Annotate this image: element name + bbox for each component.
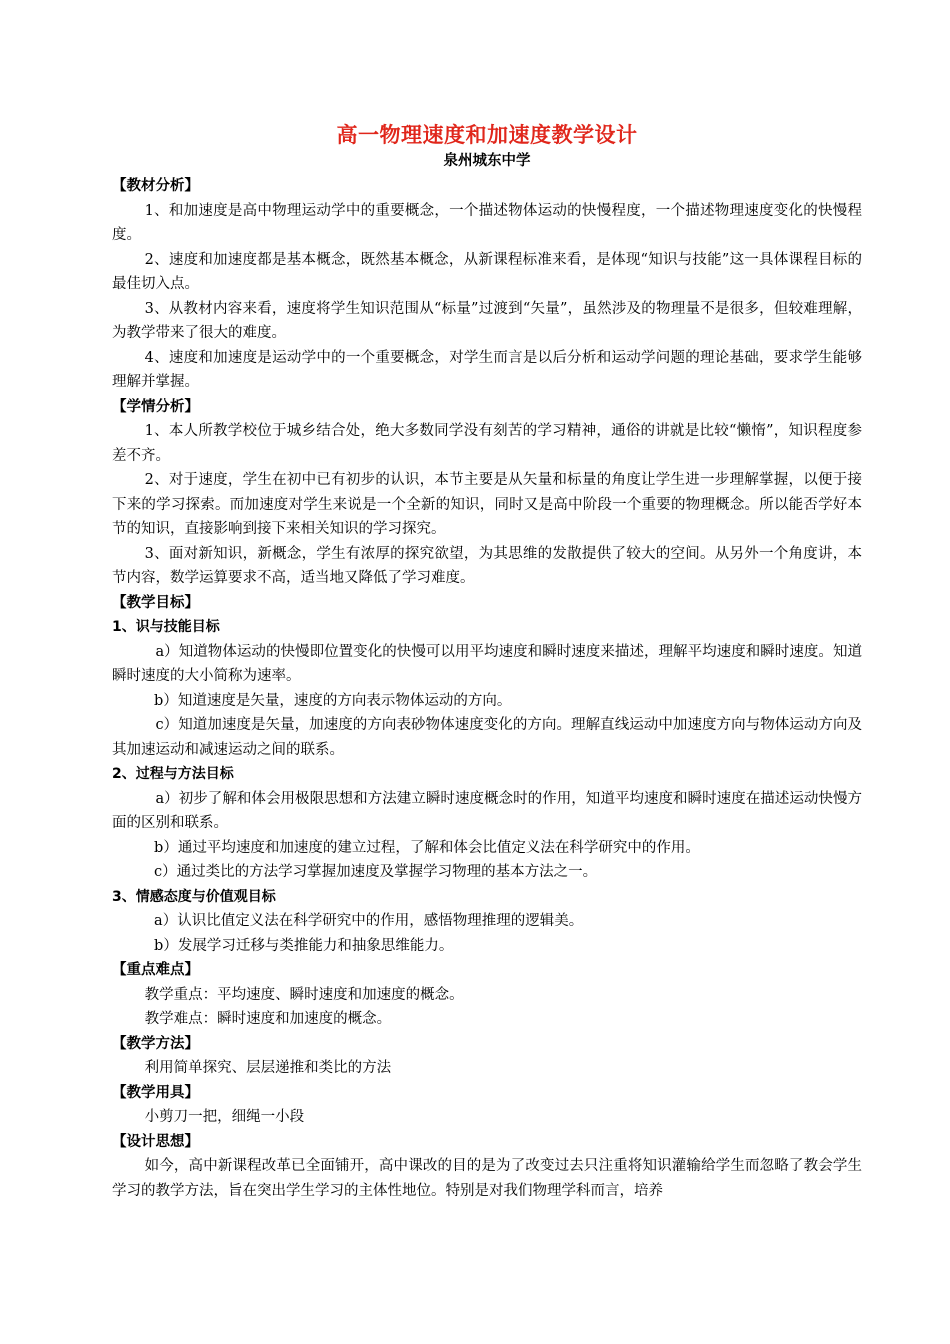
material-paragraph-3: 3、从教材内容来看，速度将学生知识范围从“标量”过渡到“矢量”，虽然涉及的物理量不是很多，但较难理解，为教学带来了很大的难度。: [112, 300, 862, 341]
section-heading-keypoints: 【重点难点】: [112, 962, 199, 978]
section-heading-material: 【教材分析】: [112, 178, 199, 194]
goal-1-item-c: c）知道加速度是矢量，加速度的方向表砂物体速度变化的方向。理解直线运动中加速度方向与物体运动方向及其加速运动和减速运动之间的联系。: [112, 717, 862, 758]
teaching-difficulty: 教学难点：瞬时速度和加速度的概念。: [144, 1011, 392, 1027]
students-paragraph-3: 3、面对新知识，新概念，学生有浓厚的探究欲望，为其思维的发散提供了较大的空间。从另外一个角度讲，本节内容，数学运算要求不高，适当地又降低了学习难度。: [112, 545, 862, 586]
school-name: 泉州城东中学: [443, 153, 531, 169]
section-heading-students: 【学情分析】: [112, 398, 199, 415]
goal-2-title: 2、过程与方法目标: [112, 766, 234, 782]
section-heading-design: 【设计思想】: [112, 1133, 199, 1150]
document-page: [112, 120, 862, 1203]
section-heading-method: 【教学方法】: [112, 1035, 199, 1052]
teaching-focus: 教学重点：平均速度、瞬时速度和加速度的概念。: [144, 986, 464, 1003]
students-paragraph-1: 1、本人所教学校位于城乡结合处，绝大多数同学没有刻苦的学习精神，通俗的讲就是比较“懒惰”，知识程度参差不齐。: [112, 423, 862, 464]
material-paragraph-2: 2、速度和加速度都是基本概念，既然基本概念，从新课程标准来看，是体现“知识与技能”这一具体课程目标的最佳切入点。: [112, 251, 862, 292]
goal-3-item-a: a）认识比值定义法在科学研究中的作用，感悟物理推理的逻辑美。: [154, 913, 584, 929]
teaching-tools-text: 小剪刀一把，细绳一小段: [144, 1109, 305, 1125]
section-heading-tools: 【教学用具】: [112, 1084, 199, 1101]
document-title: 高一物理速度和加速度教学设计: [336, 122, 638, 147]
students-paragraph-2: 2、对于速度，学生在初中已有初步的认识，本节主要是从矢量和标量的角度让学生进一步理解掌握，以便于接下来的学习探索。而加速度对学生来说是一个全新的知识，同时又是高中阶段一个重要的物理概念。所以能否学好本节的知识，直接影响到接下来相关知识的学习探究。: [112, 472, 862, 537]
goal-1-title: 1、识与技能目标: [112, 619, 220, 635]
goal-3-title: 3、情感态度与价值观目标: [112, 888, 276, 905]
material-paragraph-1: 1、和加速度是高中物理运动学中的重要概念，一个描述物体运动的快慢程度，一个描述物理速度变化的快慢程度。: [112, 202, 862, 243]
teaching-method-text: 利用简单探究、层层递推和类比的方法: [144, 1060, 392, 1076]
section-heading-goals: 【教学目标】: [112, 594, 199, 611]
goal-1-item-b: b）知道速度是矢量，速度的方向表示物体运动的方向。: [154, 692, 512, 709]
goal-1-item-a: a）知道物体运动的快慢即位置变化的快慢可以用平均速度和瞬时速度来描述，理解平均速度和瞬时速度。知道瞬时速度的大小简称为速率。: [112, 643, 862, 684]
material-paragraph-4: 4、速度和加速度是运动学中的一个重要概念，对学生而言是以后分析和运动学问题的理论基础，要求学生能够理解并掌握。: [112, 349, 862, 390]
goal-3-item-b: b）发展学习迁移与类推能力和抽象思维能力。: [154, 937, 454, 954]
goal-2-item-a: a）初步了解和体会用极限思想和方法建立瞬时速度概念时的作用，知道平均速度和瞬时速度在描述运动快慢方面的区别和联系。: [112, 790, 862, 831]
goal-2-item-b: b）通过平均速度和加速度的建立过程，了解和体会比值定义法在科学研究中的作用。: [154, 839, 700, 856]
design-thought-text: 如今，高中新课程改革已全面铺开，高中课改的目的是为了改变过去只注重将知识灌输给学生而忽略了教会学生学习的教学方法，旨在突出学生学习的主体性地位。特别是对我们物理学科而言，培养: [112, 1158, 862, 1199]
goal-2-item-c: c）通过类比的方法学习掌握加速度及掌握学习物理的基本方法之一。: [154, 864, 598, 880]
